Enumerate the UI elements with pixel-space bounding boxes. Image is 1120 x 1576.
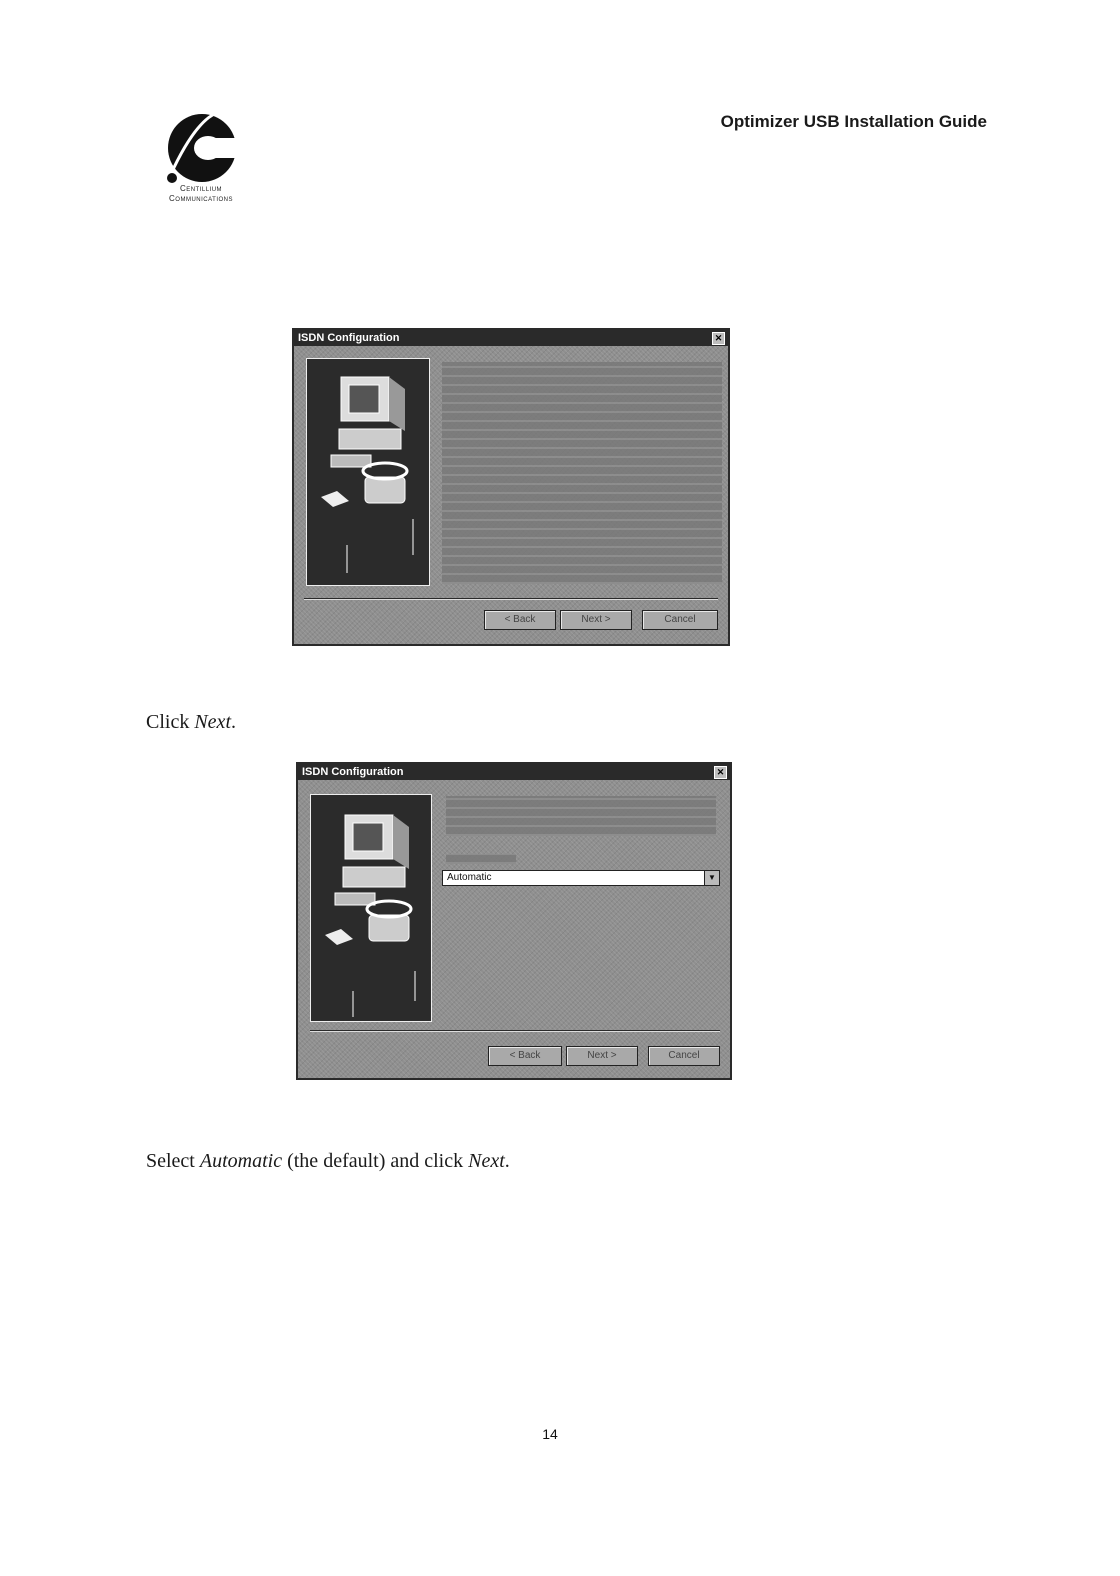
caption-text-end: .: [504, 1150, 510, 1172]
close-icon[interactable]: ✕: [714, 766, 727, 779]
document-title: Optimizer USB Installation Guide: [720, 112, 987, 131]
close-icon[interactable]: ✕: [712, 332, 725, 345]
back-button[interactable]: < Back: [488, 1046, 562, 1066]
connection-type-dropdown[interactable]: [442, 870, 720, 886]
dropdown-value: Automatic: [447, 872, 492, 883]
dialog-separator: [304, 598, 718, 600]
dialog-body-text: [446, 796, 716, 836]
dialog-title: ISDN Configuration: [302, 766, 404, 778]
caption-text-end: .: [231, 711, 236, 733]
dialog-body-text: [442, 362, 722, 584]
chevron-down-icon[interactable]: ▼: [704, 871, 719, 885]
company-line-1: Centillium: [179, 184, 223, 193]
caption-text-middle: (the default) and click: [282, 1150, 469, 1172]
isdn-configuration-dialog-2: [296, 762, 732, 1080]
illustration-graphic: [311, 795, 431, 1021]
next-button[interactable]: Next >: [566, 1046, 638, 1066]
computer-phone-illustration: [306, 358, 430, 586]
dialog-separator: [310, 1030, 720, 1032]
dialog-titlebar: [298, 764, 730, 780]
caption-emphasis-2: Next: [468, 1150, 505, 1172]
instruction-caption-1: [146, 711, 236, 734]
illustration-graphic: [307, 359, 429, 585]
cancel-button[interactable]: Cancel: [648, 1046, 720, 1066]
dialog-titlebar: [294, 330, 728, 346]
cancel-button[interactable]: Cancel: [642, 610, 718, 630]
company-name: [140, 184, 262, 204]
dialog-title: ISDN Configuration: [298, 332, 400, 344]
company-line-2: Communications: [169, 194, 233, 203]
caption-emphasis-1: Automatic: [199, 1150, 283, 1172]
caption-text: Click: [146, 711, 195, 733]
computer-phone-illustration: [310, 794, 432, 1022]
instruction-caption-2: [146, 1150, 510, 1173]
back-button[interactable]: < Back: [484, 610, 556, 630]
next-button[interactable]: Next >: [560, 610, 632, 630]
caption-emphasis: Next: [194, 711, 231, 733]
caption-text: Select: [146, 1150, 200, 1172]
page-number: 14: [542, 1426, 558, 1442]
dropdown-label: [446, 854, 516, 864]
isdn-configuration-dialog-1: [292, 328, 730, 646]
